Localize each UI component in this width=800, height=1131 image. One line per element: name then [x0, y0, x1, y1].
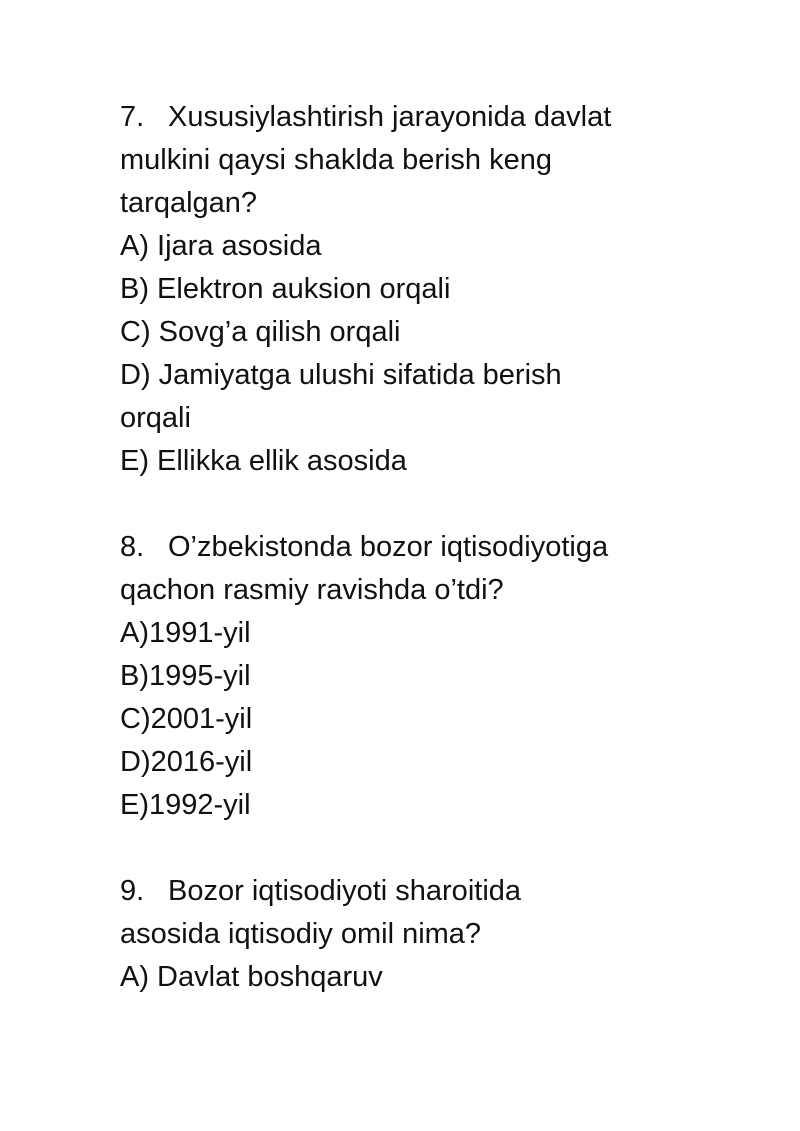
- question-text-line: [120, 526, 700, 569]
- question-number: 9.: [120, 875, 145, 907]
- question-text: Bozor iqtisodiyoti sharoitida: [168, 875, 522, 907]
- question-8: [120, 526, 700, 827]
- question-text-line: qachon rasmiy ravishda o’tdi?: [120, 574, 504, 606]
- answer-option-e: E) Ellikka ellik asosida: [120, 445, 407, 477]
- answer-option-b: B)1995-yil: [120, 660, 251, 692]
- answer-option-e: E)1992-yil: [120, 789, 251, 821]
- answer-option-d: D)2016-yil: [120, 746, 253, 778]
- question-text-line: tarqalgan?: [120, 187, 258, 219]
- question-text: O’zbekistonda bozor iqtisodiyotiga: [168, 531, 609, 563]
- answer-option-d: D) Jamiyatga ulushi sifatida berish: [120, 359, 562, 391]
- answer-option-a: A) Ijara asosida: [120, 230, 322, 262]
- answer-option-d-continued: orqali: [120, 402, 191, 434]
- question-7: [120, 96, 700, 483]
- question-text-line: [120, 96, 700, 139]
- question-text-line: asosida iqtisodiy omil nima?: [120, 918, 482, 950]
- answer-option-a: A) Davlat boshqaruv: [120, 961, 383, 993]
- answer-option-c: C)2001-yil: [120, 703, 253, 735]
- question-number: 8.: [120, 531, 145, 563]
- question-text-line: mulkini qaysi shaklda berish keng: [120, 144, 552, 176]
- answer-option-a: A)1991-yil: [120, 617, 251, 649]
- answer-option-c: C) Sovg’a qilish orqali: [120, 316, 401, 348]
- document-content: [120, 96, 700, 999]
- question-text: Xususiylashtirish jarayonida davlat: [168, 101, 612, 133]
- question-9: [120, 870, 700, 999]
- answer-option-b: B) Elektron auksion orqali: [120, 273, 451, 305]
- question-number: 7.: [120, 101, 145, 133]
- question-text-line: [120, 870, 700, 913]
